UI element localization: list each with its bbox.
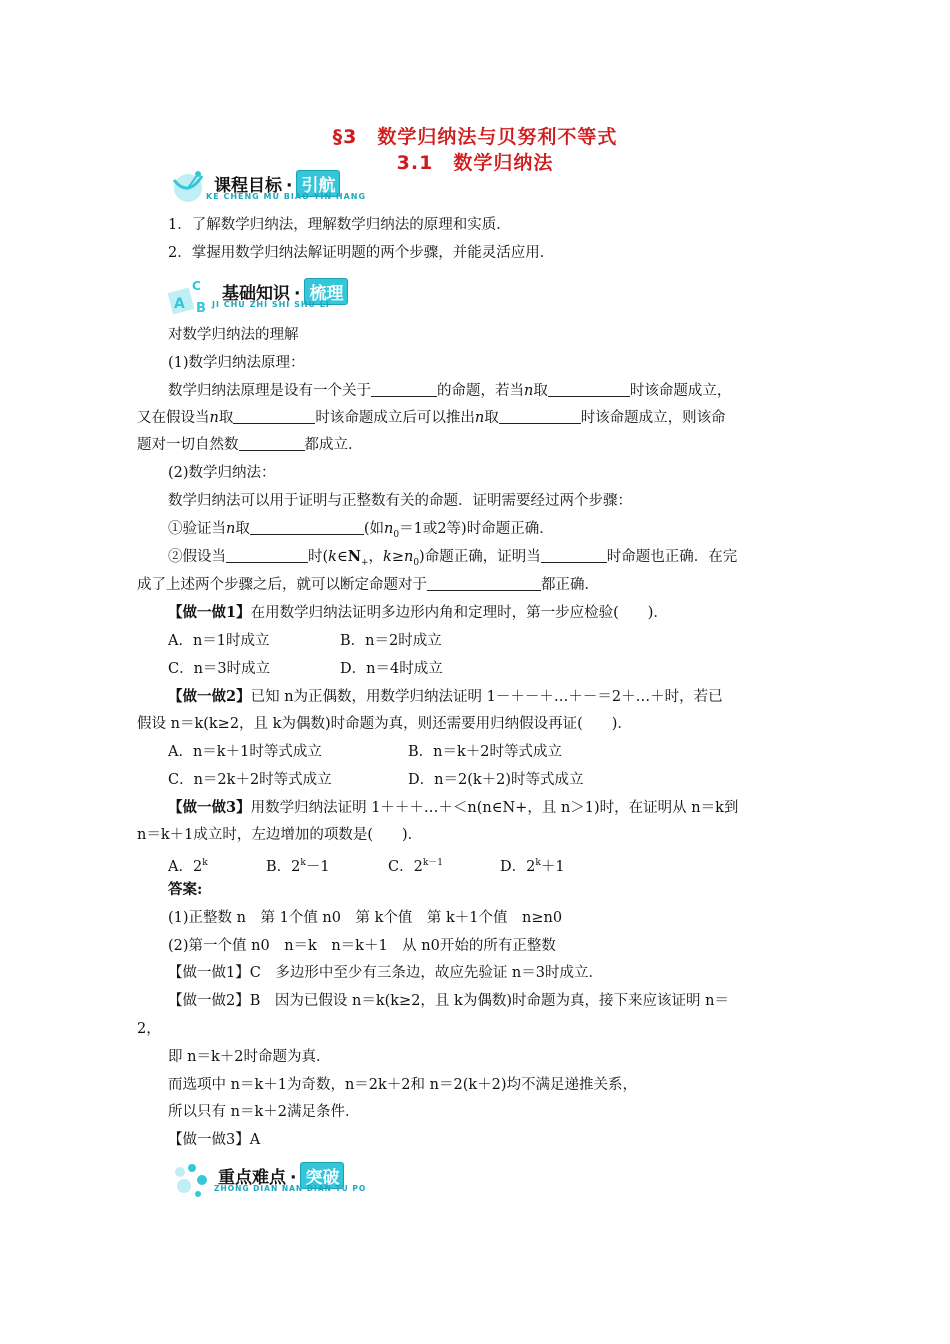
answer-line-2: (2)第一个值 n0 n＝k n＝k＋1 从 n0开始的所有正整数	[168, 938, 556, 954]
answer-q2-line-3: 即 n＝k＋2时命题为真．	[168, 1049, 331, 1065]
key-banner-highlight: 突破	[300, 1162, 344, 1189]
fill-blank[interactable]	[371, 382, 437, 397]
exercise-2-option-b: B．n＝k＋2时等式成立	[408, 744, 563, 760]
key-banner-subtitle: ZHONG DIAN NAN DIAN TU PO	[214, 1184, 367, 1193]
abc-blocks-icon	[168, 276, 214, 316]
section-title: §3 数学归纳法与贝努利不等式	[332, 126, 618, 148]
goal-banner-dot: ·	[286, 176, 293, 196]
exercise-1-option-a: A．n＝1时成立	[168, 633, 270, 649]
exercise-2-stem-1: 【做一做2】已知 n为正偶数，用数学归纳法证明 1－＋－＋…＋－＝2＋…＋时，若已	[168, 688, 723, 705]
exercise-2-option-a: A．n＝k＋1时等式成立	[168, 744, 322, 760]
knowledge-banner-subtitle: JI CHU ZHI SHI SHU LI	[212, 300, 330, 309]
answer-q1: 【做一做1】C 多边形中至少有三条边，故应先验证 n＝3时成立．	[168, 965, 603, 981]
exercise-2-stem-2: 假设 n＝k(k≥2，且 k为偶数)时命题为真，则还需要用归纳假设再证( )．	[137, 716, 632, 732]
answer-q2-line-2: 2，	[137, 1021, 161, 1037]
knowledge-banner-title: 基础知识	[222, 284, 290, 304]
exercise-3-option-b: B．$2^k-1$	[266, 858, 330, 875]
step-1: ①验证当n取 (如$n_0=1$或2等)时命题正确．	[168, 521, 554, 540]
fill-blank[interactable]	[427, 576, 541, 591]
knowledge-heading: 对数学归纳法的理解	[168, 327, 299, 343]
fill-blank[interactable]	[233, 409, 315, 424]
step-2-line-2: 成了上述两个步骤之后，就可以断定命题对于 都正确．	[137, 577, 599, 593]
satellite-dish-icon	[168, 168, 212, 208]
knowledge-banner-highlight: 梳理	[304, 278, 348, 305]
goal-item-2: 2．掌握用数学归纳法解证明题的两个步骤，并能灵活应用．	[168, 245, 555, 261]
principle-line-1: 数学归纳法原理是设有一个关于 的命题，若当n取 时该命题成立，	[168, 383, 732, 399]
fill-blank[interactable]	[250, 520, 364, 535]
method-desc: 数学归纳法可以用于证明与正整数有关的命题．证明需要经过两个步骤：	[168, 493, 632, 509]
key-banner-dot: ·	[290, 1168, 297, 1188]
answer-q2-line-5: 所以只有 n＝k＋2满足条件．	[168, 1104, 360, 1120]
exercise-3-stem-2: n＝k＋1成立时，左边增加的项数是( )．	[137, 827, 423, 843]
svg-text:A: A	[174, 296, 185, 312]
goal-banner-highlight: 引航	[296, 170, 340, 197]
answer-line-1: (1)正整数 n 第 1个值 n0 第 k个值 第 k＋1个值 n≥n0	[168, 910, 563, 926]
goal-banner	[168, 168, 388, 208]
exercise-3-option-d: D．$2^k+1$	[500, 858, 565, 875]
exercise-1-option-b: B．n＝2时成立	[340, 633, 442, 649]
principle-line-2: 又在假设当n取 时该命题成立后可以推出n取 时该命题成立，则该命	[137, 410, 726, 426]
key-banner-title: 重点难点	[218, 1168, 286, 1188]
principle-line-3: 题对一切自然数 都成立．	[137, 437, 363, 453]
exercise-2-option-c: C．n＝2k＋2时等式成立	[168, 772, 332, 788]
knowledge-banner-dot: ·	[294, 284, 301, 304]
fill-blank[interactable]	[499, 409, 581, 424]
exercise-2-option-d: D．n＝2(k＋2)时等式成立	[408, 772, 584, 788]
answer-q2-line-1: 【做一做2】B 因为已假设 n＝k(k≥2，且 k为偶数)时命题为真，接下来应该证明 n＝	[168, 993, 729, 1009]
goal-banner-subtitle: KE CHENG MU BIAO YIN HANG	[206, 192, 367, 201]
exercise-1-stem: 【做一做1】在用数学归纳法证明多边形内角和定理时，第一步应检验( )．	[168, 604, 668, 621]
exercise-3-option-a: A．2$^k$	[168, 858, 208, 875]
fill-blank[interactable]	[239, 436, 305, 451]
goal-banner-title: 课程目标	[214, 176, 282, 196]
answers-heading: 答案:	[168, 881, 203, 898]
knowledge-banner	[168, 276, 398, 316]
fill-blank[interactable]	[226, 548, 308, 563]
exercise-1-option-c: C．n＝3时成立	[168, 661, 271, 677]
fill-blank[interactable]	[548, 382, 630, 397]
principle-title: (1)数学归纳法原理：	[168, 355, 305, 371]
exercise-3-stem-1: 【做一做3】用数学归纳法证明 1＋＋＋…＋＜n(n∈N+，且 n＞1)时，在证明从 n＝k到	[168, 799, 739, 816]
answer-q3: 【做一做3】A	[168, 1132, 261, 1148]
step-2-line-1: ②假设当 时($k\in N_+$，$k\ge n_0$)命题正确，证明当 时命题也正确．在完	[168, 548, 738, 568]
svg-text:C: C	[192, 279, 201, 293]
exercise-3-option-c: C．$2^{k-1}$	[388, 858, 444, 875]
subsection-title: 3.1 数学归纳法	[396, 152, 554, 174]
bubbles-icon	[170, 1160, 216, 1200]
goal-item-1: 1．了解数学归纳法，理解数学归纳法的原理和实质．	[168, 217, 511, 233]
method-title: (2)数学归纳法：	[168, 465, 276, 481]
fill-blank[interactable]	[541, 548, 607, 563]
key-banner	[170, 1160, 400, 1200]
answer-q2-line-4: 而选项中 n＝k＋1为奇数，n＝2k＋2和 n＝2(k＋2)均不满足递推关系，	[168, 1077, 638, 1093]
exercise-1-option-d: D．n＝4时成立	[340, 661, 443, 677]
svg-text:B: B	[196, 301, 206, 316]
